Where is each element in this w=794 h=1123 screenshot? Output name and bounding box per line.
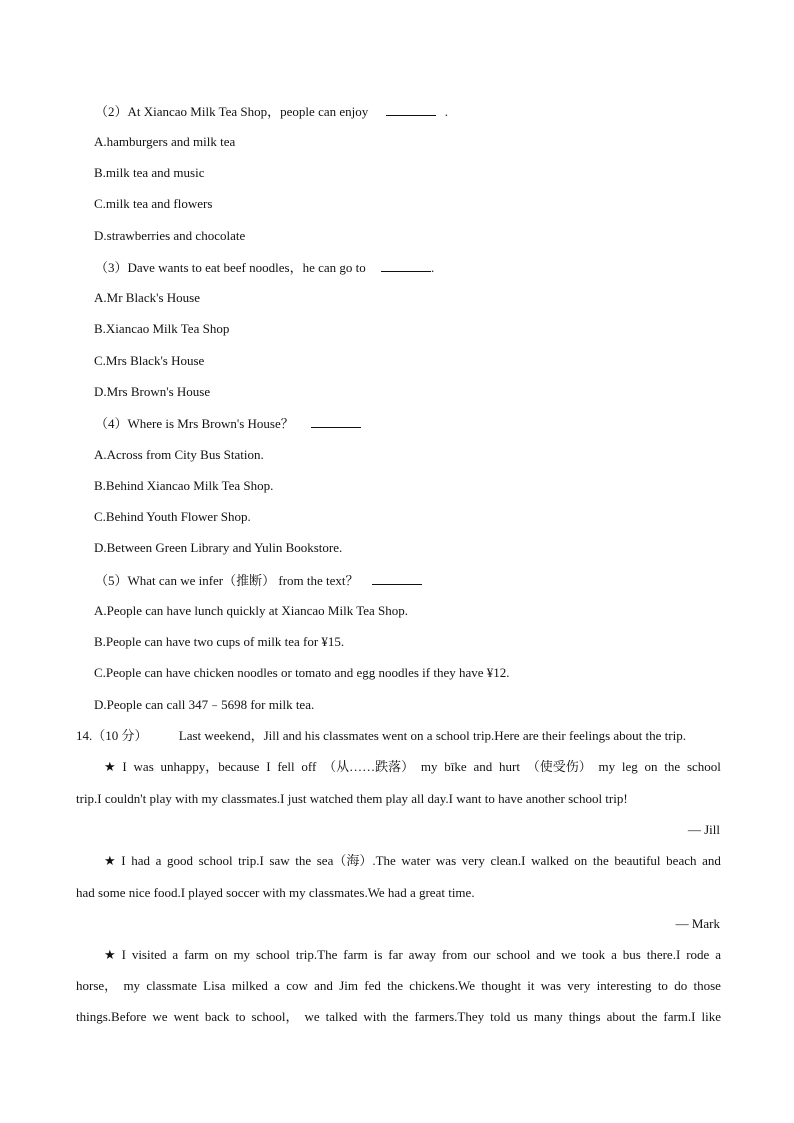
word: our (473, 947, 491, 962)
farm-paragraph-line-2 (76, 978, 721, 994)
word: to (657, 978, 668, 993)
word: went (173, 1009, 199, 1024)
word: saw (269, 853, 290, 868)
word: my (420, 759, 438, 774)
word: thought (481, 978, 522, 993)
q3-option-a: A.Mr Black's House (94, 290, 200, 305)
word: with (363, 1009, 387, 1024)
word: the (392, 1009, 409, 1024)
jill-paragraph-line-1 (104, 759, 721, 775)
word: interesting (596, 978, 652, 993)
word: and (536, 947, 556, 962)
question-number: 14.（10 分） (76, 728, 148, 743)
q2-option-c: C.milk tea and flowers (94, 196, 213, 211)
word: about (606, 1009, 636, 1024)
question-2-stem: （2）At Xiancao Milk Tea Shop，people can enjoy . (95, 104, 448, 119)
word: took (582, 947, 606, 962)
word: on (574, 853, 588, 868)
word: very (461, 853, 485, 868)
word: us (516, 1009, 528, 1024)
word: hurt (498, 759, 520, 774)
farm-paragraph-line-3 (76, 1009, 721, 1025)
word: from (441, 947, 468, 962)
q3-option-b: B.Xiancao Milk Tea Shop (94, 321, 230, 336)
mark-paragraph-line-1 (104, 853, 721, 869)
word: a (155, 853, 162, 868)
word: beautiful (614, 853, 661, 868)
word: a (611, 947, 617, 962)
word: to (235, 1009, 246, 1024)
answer-blank[interactable] (372, 572, 422, 585)
word: I (266, 759, 271, 774)
word: clean.I (490, 853, 526, 868)
word: like (701, 1009, 721, 1024)
q4-option-a: A.Across from City Bus Station. (94, 447, 264, 462)
word: do (674, 978, 688, 993)
word: （从……跌落） (323, 759, 415, 774)
word: farmers.They (414, 1009, 485, 1024)
word: water (401, 853, 431, 868)
word: bus (622, 947, 641, 962)
word: farm (184, 947, 209, 962)
answer-blank[interactable] (386, 103, 436, 116)
word: I (121, 853, 126, 868)
word: away (408, 947, 437, 962)
word: visited (131, 947, 167, 962)
word: farm.I (663, 1009, 696, 1024)
star-icon: ★ (104, 947, 116, 962)
word: a (172, 947, 179, 962)
word: is (373, 947, 383, 962)
word: horse， (76, 978, 118, 993)
word: rode (686, 947, 710, 962)
word: school (496, 947, 531, 962)
word: off (301, 759, 317, 774)
word: school (686, 759, 721, 774)
word: Lisa (203, 978, 226, 993)
q2-option-d: D.strawberries and chocolate (94, 228, 246, 243)
star-icon: ★ (104, 759, 116, 774)
q2-option-a: A.hamburgers and milk tea (94, 134, 236, 149)
word: talked (325, 1009, 358, 1024)
word: I (121, 947, 126, 962)
word: the (664, 759, 681, 774)
question-3-stem: （3）Dave wants to eat beef noodles，he can go to . (95, 260, 435, 275)
word: was (540, 978, 562, 993)
word: school (198, 853, 233, 868)
jill-paragraph-line-2: trip.I couldn't play with my classmates.I just watched them play all day.I want to have another school trip! (76, 791, 628, 806)
word: told (490, 1009, 511, 1024)
word: a (715, 947, 721, 962)
q5-option-b: B.People can have two cups of milk tea for ¥15. (94, 634, 345, 649)
word: very (567, 978, 591, 993)
q4-option-b: B.Behind Xiancao Milk Tea Shop. (94, 478, 274, 493)
word: we (304, 1009, 320, 1024)
word: unhappy，because (160, 759, 260, 774)
word: （使受伤） (526, 759, 592, 774)
word: I (122, 759, 127, 774)
mark-paragraph-line-2: had some nice food.I played soccer with my classmates.We had a great time. (76, 885, 475, 900)
word: the (641, 1009, 658, 1024)
q5-option-c: C.People can have chicken noodles or tomato and egg noodles if they have ¥12. (94, 665, 510, 680)
word: my (123, 978, 141, 993)
word: school (255, 947, 290, 962)
word: my (233, 947, 251, 962)
q4-option-c: C.Behind Youth Flower Shop. (94, 509, 251, 524)
word: many (533, 1009, 563, 1024)
word: Jim (339, 978, 358, 993)
word: milked (231, 978, 268, 993)
word: sea（海）.The (316, 853, 396, 868)
q3-option-c: C.Mrs Black's House (94, 353, 205, 368)
word: bīke (444, 759, 467, 774)
q3-option-d: D.Mrs Brown's House (94, 384, 211, 399)
word: it (527, 978, 535, 993)
word: had (131, 853, 150, 868)
word: leg (621, 759, 638, 774)
question-14-header (76, 728, 686, 744)
word: my (598, 759, 616, 774)
word: fell (277, 759, 295, 774)
word: chickens.We (409, 978, 476, 993)
star-icon: ★ (104, 853, 116, 868)
word: classmate (146, 978, 197, 993)
word: was (435, 853, 457, 868)
word: things (568, 1009, 601, 1024)
word: was (133, 759, 154, 774)
answer-blank[interactable] (311, 415, 361, 428)
farm-paragraph-line-1 (104, 947, 721, 963)
q2-option-b: B.milk tea and music (94, 165, 205, 180)
word: on (644, 759, 658, 774)
mark-signature: — Mark (675, 916, 720, 931)
word: cow (286, 978, 308, 993)
word: trip.I (238, 853, 264, 868)
q4-option-d: D.Between Green Library and Yulin Bookstore. (94, 540, 343, 555)
word: far (388, 947, 403, 962)
word: the (295, 853, 312, 868)
passage-intro: Last weekend，Jill and his classmates went on a school trip.Here are their feelings about the trip. (178, 728, 686, 743)
word: there.I (646, 947, 681, 962)
jill-signature: — Jill (687, 822, 720, 837)
word: trip.The (295, 947, 338, 962)
question-4-stem: （4）Where is Mrs Brown's House？ (95, 415, 361, 432)
word: and (473, 759, 493, 774)
word: farm (343, 947, 368, 962)
word: walked (531, 853, 569, 868)
word: we (560, 947, 577, 962)
answer-blank[interactable] (381, 259, 431, 272)
word: the (387, 978, 404, 993)
word: the (592, 853, 609, 868)
word: fed (364, 978, 381, 993)
word: back (204, 1009, 230, 1024)
word: and (702, 853, 721, 868)
word: we (152, 1009, 168, 1024)
word: beach (666, 853, 697, 868)
word: on (214, 947, 228, 962)
q5-option-d: D.People can call 347﹣5698 for milk tea. (94, 697, 315, 712)
word: good (167, 853, 193, 868)
q5-option-a: A.People can have lunch quickly at Xiancao Milk Tea Shop. (94, 603, 409, 618)
word: a (274, 978, 280, 993)
question-5-stem: （5）What can we infer（推断） from the text？ (95, 572, 422, 589)
word: and (314, 978, 333, 993)
word: school， (251, 1009, 299, 1024)
word: those (693, 978, 721, 993)
word: things.Before (76, 1009, 147, 1024)
